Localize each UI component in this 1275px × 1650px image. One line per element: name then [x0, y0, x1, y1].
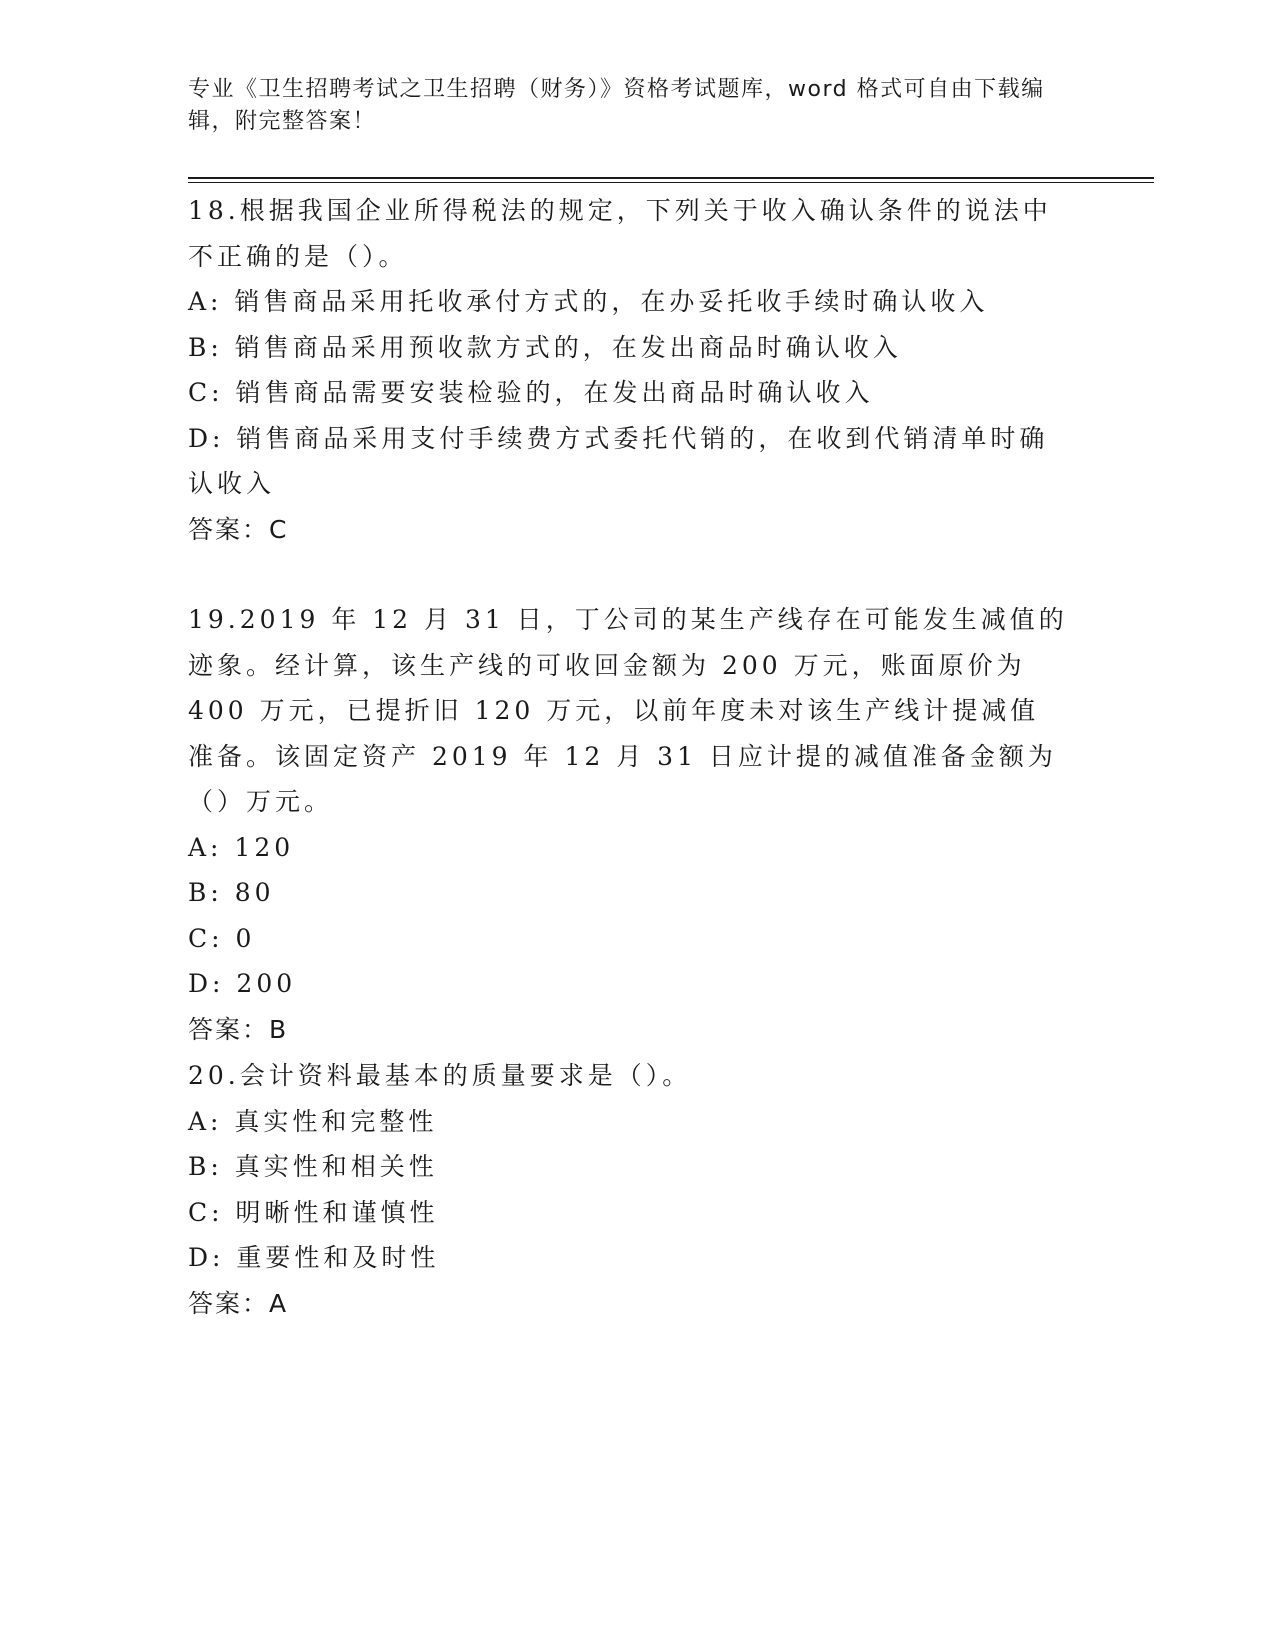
option-a: A: 120 [188, 832, 295, 862]
option-d: D: 重要性和及时性 [188, 1243, 440, 1272]
question-18 [188, 188, 1068, 552]
option-b: B: 80 [188, 878, 275, 907]
header-divider-thick [188, 177, 1154, 179]
header-divider-thin [188, 182, 1154, 183]
document-header: 专业《卫生招聘考试之卫生招聘（财务）》资格考试题库，word 格式可自由下载编辑，附完整答案！ [188, 77, 1045, 134]
question-19 [188, 597, 1068, 1052]
question-text: 18.根据我国企业所得税法的规定，下列关于收入确认条件的说法中不正确的是（）。 [188, 196, 1052, 271]
question-text: 20.会计资料最基本的质量要求是（）。 [188, 1061, 692, 1090]
option-d: D: 200 [188, 969, 297, 998]
option-b: B: 销售商品采用预收款方式的，在发出商品时确认收入 [188, 332, 902, 362]
answer: 答案：C [188, 514, 289, 544]
option-c: C: 0 [188, 923, 256, 953]
question-20 [188, 1053, 1068, 1326]
option-c: C: 销售商品需要安装检验的，在发出商品时确认收入 [188, 378, 874, 407]
option-d: D: 销售商品采用支付手续费方式委托代销的，在收到代销清单时确认收入 [188, 423, 1049, 498]
option-c: C: 明晰性和谨慎性 [188, 1197, 439, 1227]
option-a: A: 真实性和完整性 [188, 1106, 438, 1136]
answer: 答案：A [188, 1288, 289, 1318]
option-b: B: 真实性和相关性 [188, 1152, 438, 1181]
question-text: 19.2019 年 12 月 31 日，丁公司的某生产线存在可能发生减值的迹象。经计算，该生产线的可收回金额为 200 万元，账面原价为 400 万元，已提折旧 120 万元，以前年度未对该生产线计提减值准备。该固定资产 2019 年 12 月 31 日应计提的减值准备金额为（）万元。 [188, 605, 1068, 816]
option-a: A: 销售商品采用托收承付方式的，在办妥托收手续时确认收入 [188, 287, 989, 316]
answer: 答案：B [188, 1014, 289, 1044]
